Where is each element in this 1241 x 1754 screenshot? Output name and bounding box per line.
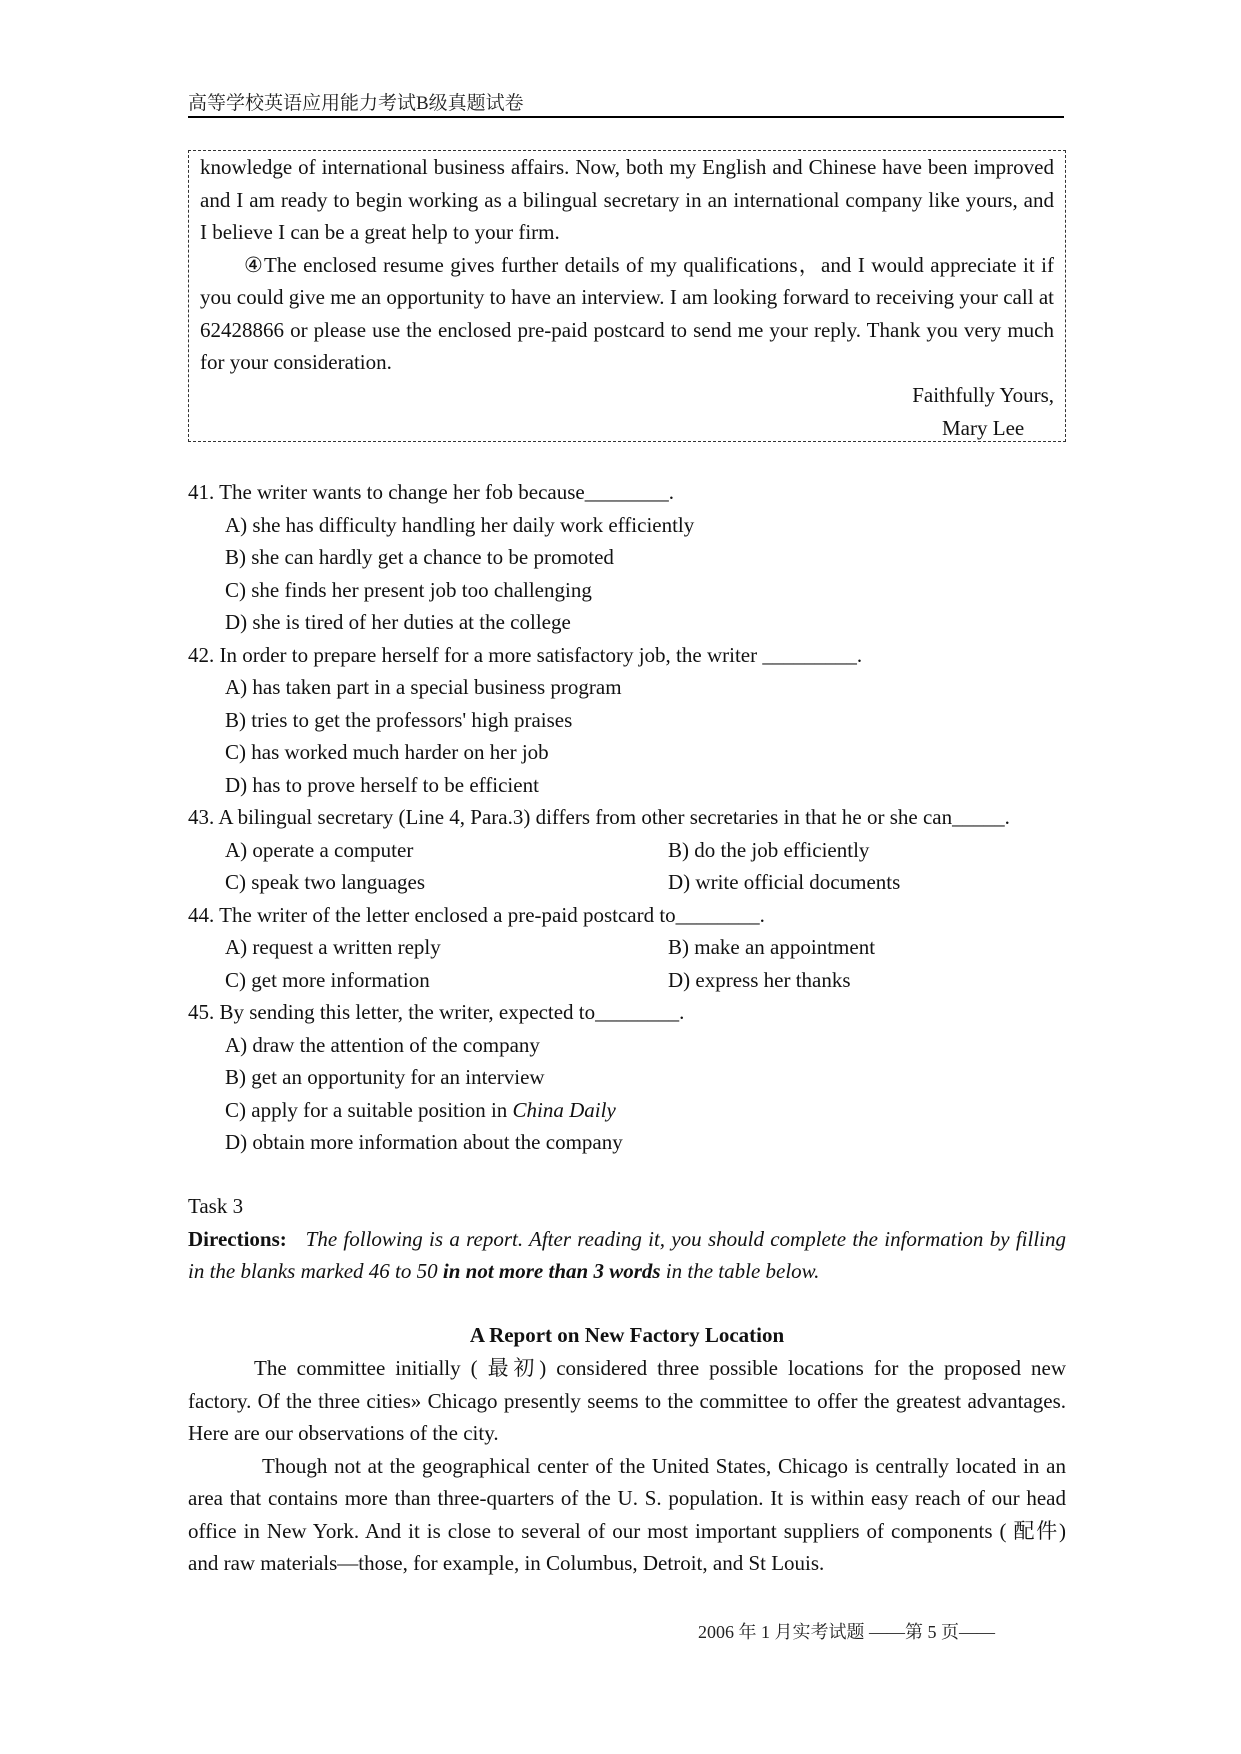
letter-paragraph-2: ④The enclosed resume gives further details of my qualifications，and I would appreciate it if you could give me an opportunity to have an interview. I am looking forward to receiving your call at 62428866 or please use the enclosed pre-paid postcard to send me your reply. Thank you very much for your consideration. <box>200 252 1054 374</box>
option-c-text: C) apply for a suitable position in <box>225 1097 513 1122</box>
header-title: 高等学校英语应用能力考试B级真题试卷 <box>188 93 524 114</box>
question-44-option-b[interactable]: B) make an appointment <box>668 935 876 959</box>
directions-body-1: The following is a report. After reading it, you should complete the information by filling in the blanks marked 46 to 50 <box>188 1226 1067 1283</box>
question-45-option-c[interactable] <box>188 1094 1068 1127</box>
question-45-option-a[interactable]: A) draw the attention of the company <box>225 1032 540 1057</box>
question-43-stem: 43. A bilingual secretary (Line 4, Para.3) differs from other secretaries in that he or she can_____. <box>188 805 1010 829</box>
question-44-option-d[interactable]: D) express her thanks <box>668 967 851 992</box>
report-paragraph-1: The committee initially ( 最初) considered three possible locations for the proposed new factory. Of the three cities» Chicago presently seems to the committee to offer the greatest advantages. Here are our observations of the city. <box>188 1356 1066 1445</box>
question-42-option-c[interactable]: C) has worked much harder on her job <box>225 740 549 764</box>
letter-signature: Mary Lee <box>942 416 1025 440</box>
question-44-options-row-2 <box>188 964 1068 997</box>
task-label: Task 3 <box>188 1194 244 1218</box>
question-41-option-c[interactable]: C) she finds her present job too challenging <box>225 577 592 602</box>
question-43-options-row-1 <box>188 834 1068 867</box>
page-header <box>188 88 1064 118</box>
question-45-option-d[interactable]: D) obtain more information about the company <box>225 1130 623 1154</box>
report-title: A Report on New Factory Location <box>469 1323 785 1347</box>
question-list <box>188 476 1068 1159</box>
report-paragraph-2: Though not at the geographical center of the United States, Chicago is centrally located in an area that contains more than three-quarters of the U. S. population. It is within easy reach of our head office in New York. And it is close to several of our most important suppliers of components ( 配件) and raw materials—those, for example, in Columbus, Detroit, and St Louis. <box>188 1453 1066 1575</box>
directions-text <box>188 1223 1066 1288</box>
newspaper-title: China Daily <box>512 1097 616 1122</box>
question-41-option-d[interactable]: D) she is tired of her duties at the college <box>225 610 571 634</box>
question-41-stem: 41. The writer wants to change her fob because________. <box>188 480 674 504</box>
directions-body-2: in the table below. <box>660 1259 820 1283</box>
letter-paragraph-1: knowledge of international business affairs. Now, both my English and Chinese have been improved and I am ready to begin working as a bilingual secretary in an international company like yours, and I believe I can be a great help to your firm. <box>200 155 1054 244</box>
question-45-stem: 45. By sending this letter, the writer, expected to________. <box>188 1000 685 1024</box>
directions-lead: Directions: <box>188 1226 287 1251</box>
question-42-option-a[interactable]: A) has taken part in a special business program <box>225 675 622 699</box>
question-43-option-b[interactable]: B) do the job efficiently <box>668 837 870 862</box>
letter-closing: Faithfully Yours, <box>912 382 1054 407</box>
directions-emphasis: in not more than 3 words <box>442 1259 661 1283</box>
question-44-options-row-1 <box>188 931 1068 964</box>
question-43-option-a[interactable]: A) operate a computer <box>225 837 414 862</box>
question-43-options-row-2 <box>188 866 1068 899</box>
question-42-stem: 42. In order to prepare herself for a more satisfactory job, the writer _________. <box>188 642 863 667</box>
question-41-option-b[interactable]: B) she can hardly get a chance to be promoted <box>225 545 614 569</box>
question-45-option-b[interactable]: B) get an opportunity for an interview <box>225 1065 545 1089</box>
question-44-option-a[interactable]: A) request a written reply <box>225 935 441 959</box>
page-footer: 2006 年 1 月实考试题 ——第 5 页—— <box>698 1622 995 1642</box>
question-42-option-b[interactable]: B) tries to get the professors' high praises <box>225 707 573 732</box>
question-43-option-c[interactable]: C) speak two languages <box>225 870 426 894</box>
question-42-option-d[interactable]: D) has to prove herself to be efficient <box>225 772 539 797</box>
question-41-option-a[interactable]: A) she has difficulty handling her daily work efficiently <box>225 512 695 537</box>
question-43-option-d[interactable]: D) write official documents <box>668 870 901 894</box>
question-44-option-c[interactable]: C) get more information <box>225 967 430 992</box>
report-body <box>188 1352 1066 1580</box>
task-3-section <box>188 1190 1066 1288</box>
letter-excerpt-box <box>188 150 1066 442</box>
question-44-stem: 44. The writer of the letter enclosed a pre-paid postcard to________. <box>188 902 765 927</box>
